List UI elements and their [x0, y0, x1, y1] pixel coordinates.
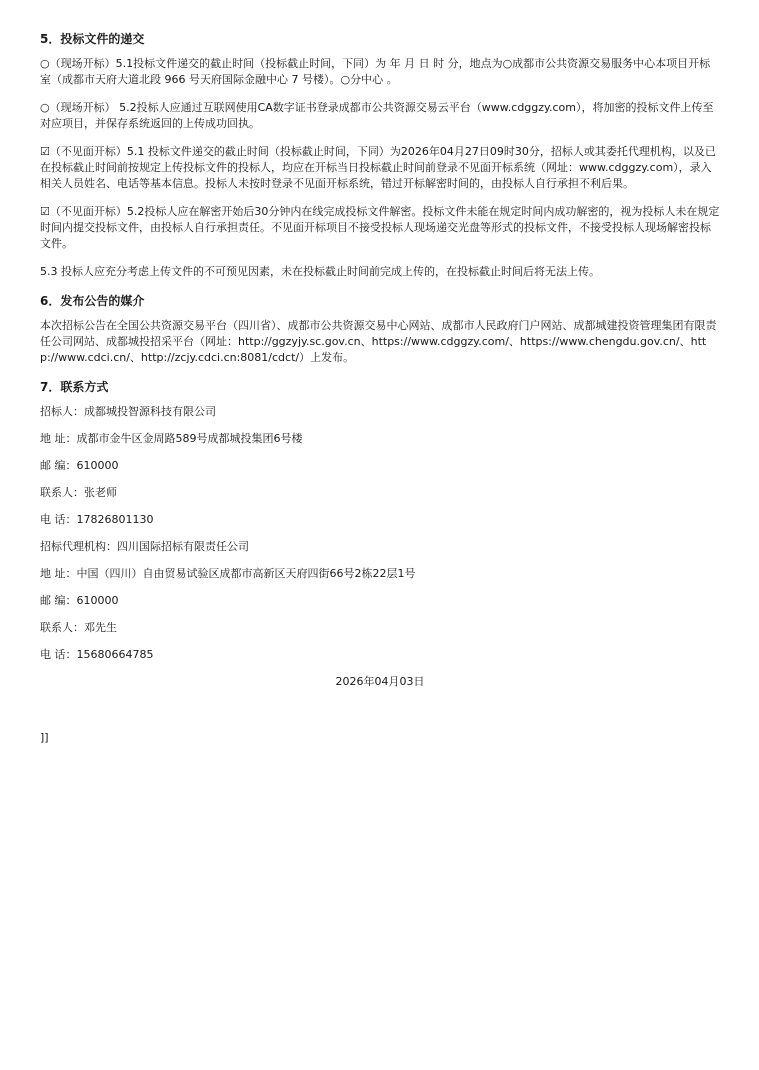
- section-6-para-1: 本次招标公告在全国公共资源交易平台（四川省）、成都市公共资源交易中心网站、成都市人民政府门户网站、成都城建投资管理集团有限责任公司网站、成都城投招采平台（网址：http://ggzyjy.sc.gov.cn、https://www.cdggzy.com/、https://www.chengdu.gov.cn/、http://www.cdci.cn/、http://zcjy.cdci.cn:8081/cdct/）上发布。: [40, 319, 717, 364]
- section-5-heading: 5．投标文件的递交: [40, 32, 145, 46]
- contact-agency-phone: 电 话：15680664785: [40, 648, 154, 661]
- contact-agency-person: 联系人：邓先生: [40, 621, 117, 634]
- contact-tenderer-address: 地 址：成都市金牛区金周路589号成都城投集团6号楼: [40, 432, 303, 445]
- contact-tenderer-phone: 电 话：17826801130: [40, 513, 154, 526]
- contact-tenderer-person: 联系人：张老师: [40, 486, 117, 499]
- section-5-para-1: ○（现场开标）5.1投标文件递交的截止时间（投标截止时间，下同）为 年 月 日 时 分，地点为○成都市公共资源交易服务中心本项目开标室（成都市天府大道北段 966 号天府国际金融中心 7 号楼）。○分中心 。: [40, 57, 711, 86]
- contact-tenderer-postcode: 邮 编：610000: [40, 459, 119, 472]
- section-5-para-3: ☑（不见面开标）5.1 投标文件递交的截止时间（投标截止时间，下同）为2026年04月27日09时30分，招标人或其委托代理机构，以及已在投标截止时间前按规定上传投标文件的投标人，均应在开标当日投标截止时间前登录不见面开标系统（网址：www.cdggzy.com），录入相关人员姓名、电话等基本信息。投标人未按时登录不见面开标系统，错过开标解密时间的，由投标人自行承担不利后果。: [40, 145, 716, 190]
- contact-agency-postcode: 邮 编：610000: [40, 594, 119, 607]
- contact-agency-address: 地 址：中国（四川）自由贸易试验区成都市高新区天府四街66号2栋22层1号: [40, 567, 416, 580]
- section-7-heading: 7．联系方式: [40, 380, 109, 394]
- section-5-para-5: 5.3 投标人应充分考虑上传文件的不可预见因素，未在投标截止时间前完成上传的，在投标截止时间后将无法上传。: [40, 265, 600, 278]
- contact-agency: 招标代理机构：四川国际招标有限责任公司: [40, 540, 249, 553]
- contact-tenderer: 招标人：成都城投智源科技有限公司: [40, 405, 216, 418]
- section-5-para-4: ☑（不见面开标）5.2投标人应在解密开始后30分钟内在线完成投标文件解密。投标文件未能在规定时间内成功解密的，视为投标人未在规定时间内提交投标文件，由投标人自行承担责任。不见面开标项目不接受投标人现场递交光盘等形式的投标文件，不接受投标人现场解密投标文件。: [40, 205, 720, 250]
- document-page: [40, 30, 720, 746]
- section-6-heading: 6．发布公告的媒介: [40, 294, 145, 308]
- section-5-para-2: ○（现场开标） 5.2投标人应通过互联网使用CA数字证书登录成都市公共资源交易云平台（www.cdggzy.com），将加密的投标文件上传至对应项目，并保存系统返回的上传成功回执。: [40, 101, 714, 130]
- announcement-date: 2026年04月03日: [335, 675, 425, 688]
- trailing-brackets: ]]: [40, 731, 49, 744]
